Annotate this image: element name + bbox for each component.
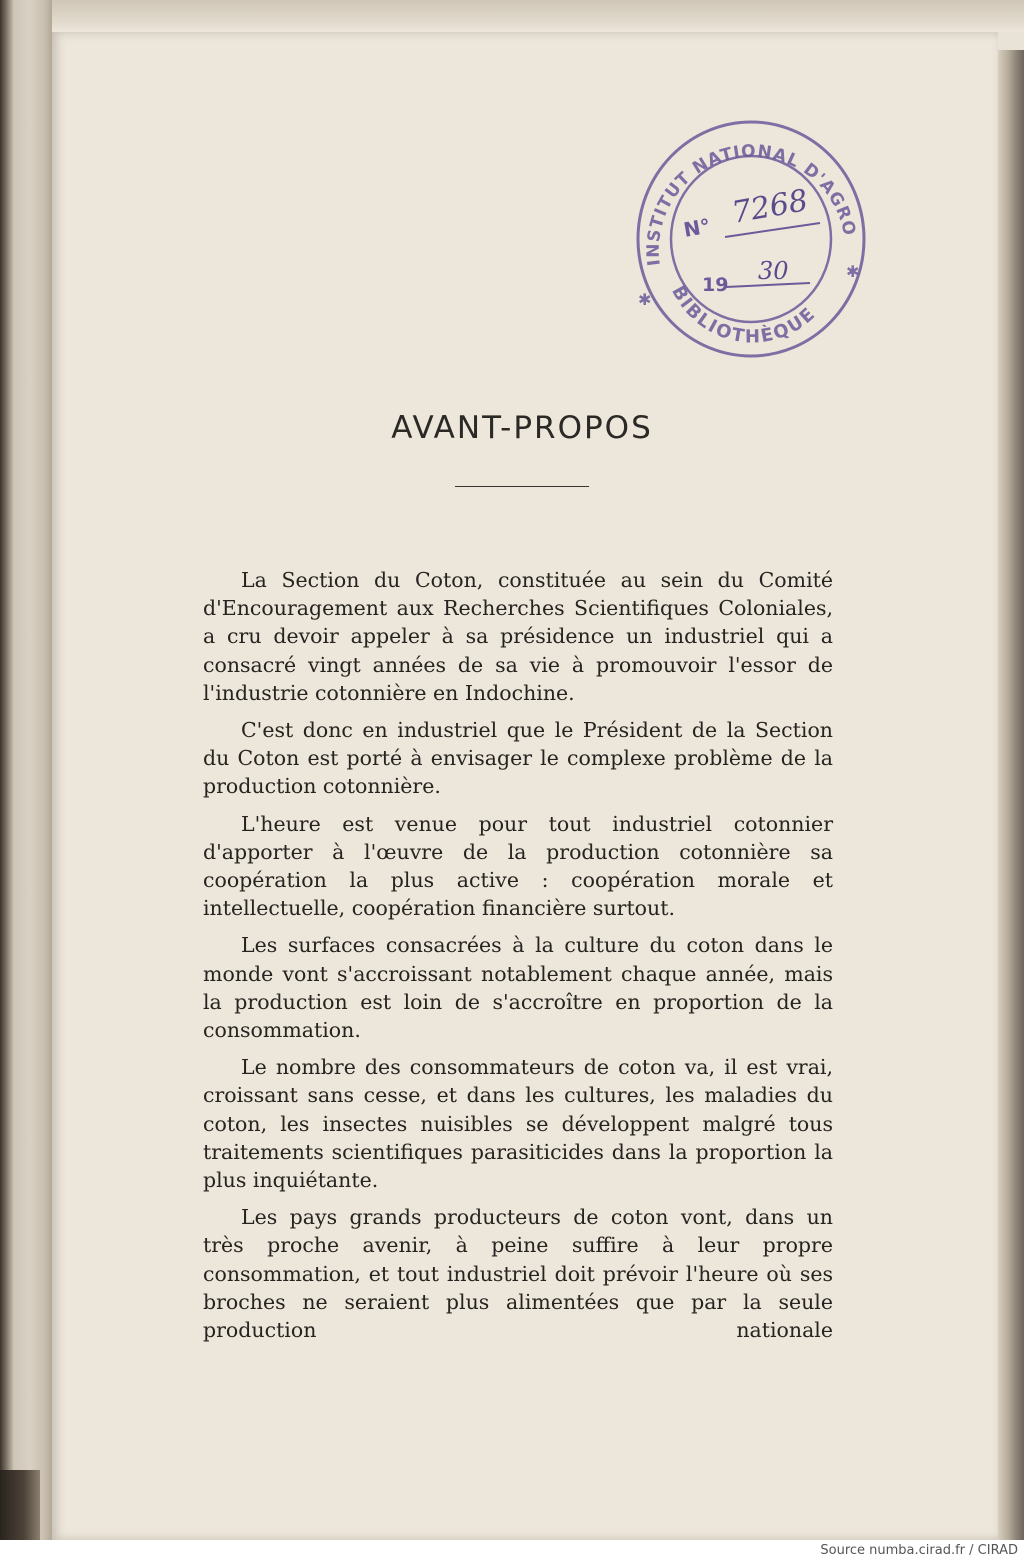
book-spine xyxy=(0,0,52,1540)
paragraph: L'heure est venue pour tout industriel cotonnier d'apporter à l'œuvre de la production cotonnière sa coopération la plus active : coopération morale et intellectuelle, coopération financière surtout. xyxy=(203,811,833,921)
paragraph: Les pays grands producteurs de coton vont, dans un très proche avenir, à peine suffire à leur propre consommation, et tout industriel doit prévoir l'heure où ses broches ne seraient plus alimentées que par la seule production nationale xyxy=(203,1205,833,1343)
svg-text:✱: ✱ xyxy=(846,262,860,281)
stamp-year-prefix: 19 xyxy=(702,274,729,296)
page-title: AVANT-PROPOS xyxy=(391,410,653,446)
stamp-bottom-text: BIBLIOTHÈQUE xyxy=(667,282,821,348)
svg-text:✱: ✱ xyxy=(638,290,652,309)
library-stamp xyxy=(630,115,870,363)
title-divider xyxy=(455,486,589,487)
paragraph: La Section du Coton, constituée au sein du Comité d'Encouragement aux Recherches Scientifiques Coloniales, a cru devoir appeler à sa présidence un industriel qui a consacré vingt années de sa vie à promouvoir l'essor de l'industrie cotonnière en Indochine. xyxy=(203,568,833,705)
paragraph: Le nombre des consommateurs de coton va, il est vrai, croissant sans cesse, et dans les cultures, les maladies du coton, les insectes nuisibles se développent malgré tous traitements scientifiques parasiticides dans la proportion la plus inquiétante. xyxy=(203,1055,833,1193)
paragraph: C'est donc en industriel que le Président de la Section du Coton est porté à envisager le complexe problème de la production cotonnière. xyxy=(203,718,833,799)
paragraph: Les surfaces consacrées à la culture du coton dans le monde vont s'accroissant notablement chaque année, mais la production est loin de s'accroître en proportion de la consommation. xyxy=(203,933,833,1043)
page-top-edge xyxy=(52,0,1024,32)
stamp-number-prefix: N° xyxy=(681,213,713,242)
source-credit: Source numba.cirad.fr / CIRAD xyxy=(820,1543,1018,1558)
body-text xyxy=(203,566,833,1353)
stamp-year-suffix: 30 xyxy=(758,257,789,285)
book-cover-corner xyxy=(0,1470,40,1540)
stamp-number: 7268 xyxy=(729,183,811,231)
stamp-ring-text: INSTITUT NATIONAL D'AGRO xyxy=(643,141,860,267)
page-stack-edge xyxy=(998,50,1024,1540)
